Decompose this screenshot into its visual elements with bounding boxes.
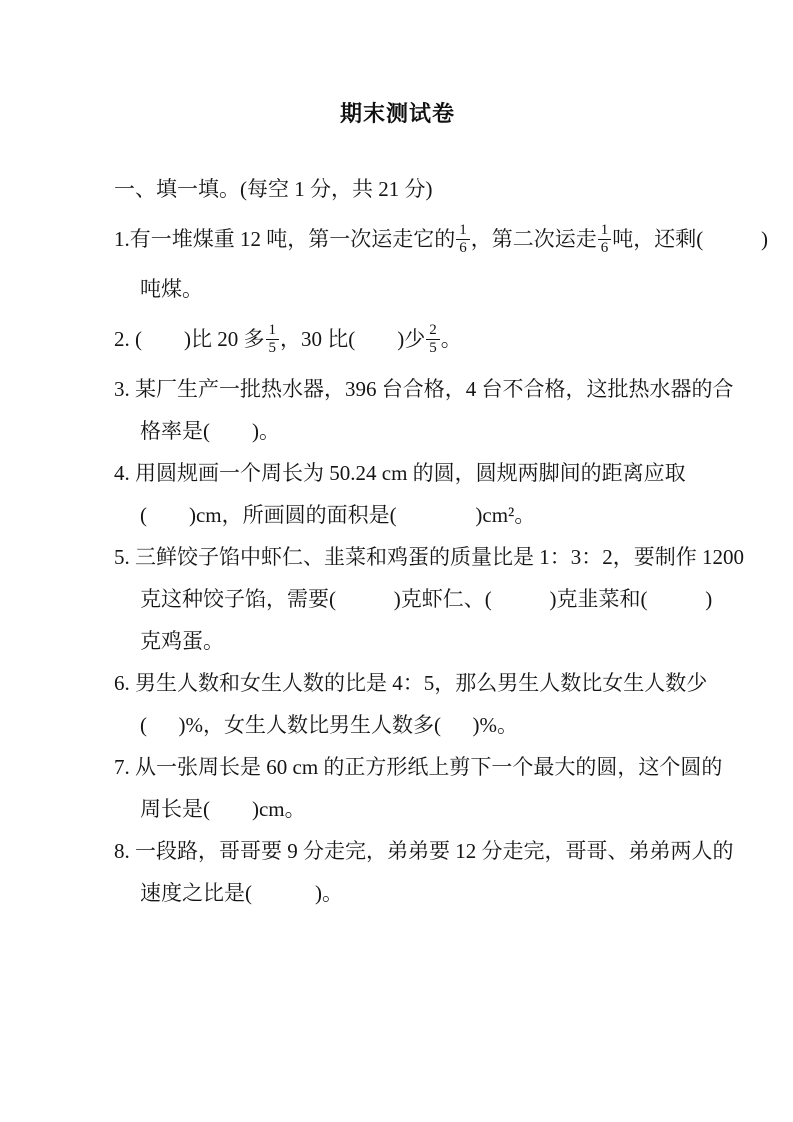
text-run: 7. 从一张周长是 60 cm 的正方形纸上剪下一个最大的圆，这个圆的 [114, 755, 723, 779]
text-run: 。 [440, 327, 462, 351]
fraction-numerator: 2 [426, 322, 440, 340]
question-2 [114, 310, 681, 368]
question-8-line [114, 872, 681, 914]
fraction-denominator: 5 [268, 339, 276, 356]
fraction [456, 222, 470, 257]
text-run: ，30 比( )少 [280, 327, 426, 351]
text-run: 克鸡蛋。 [140, 629, 224, 653]
text-run: 3. 某厂生产一批热水器，396 台合格，4 台不合格，这批热水器的合 [114, 377, 734, 401]
text-run: ( )cm，所画圆的面积是( )cm²。 [140, 503, 536, 527]
fraction-denominator: 6 [600, 239, 609, 256]
question-4-line [114, 494, 681, 536]
question-6-line [114, 704, 681, 746]
question-7-line [114, 746, 723, 788]
question-2-line [114, 310, 681, 368]
question-7-line [114, 788, 681, 830]
question-4 [114, 452, 686, 536]
fraction [598, 222, 612, 257]
fraction-numerator: 1 [266, 322, 280, 340]
page-title: 期末测试卷 [339, 101, 455, 126]
question-5-line [114, 578, 713, 620]
text-run: 6. 男生人数和女生人数的比是 4：5，那么男生人数比女生人数少 [114, 671, 708, 695]
question-3-line [114, 368, 734, 410]
question-1-line [114, 210, 768, 268]
question-6 [114, 662, 708, 746]
text-run: 1.有一堆煤重 12 吨，第一次运走它的 [114, 227, 456, 251]
text-run: 5. 三鲜饺子馅中虾仁、韭菜和鸡蛋的质量比是 1：3：2，要制作 1200 [114, 545, 744, 569]
text-run: 速度之比是( )。 [140, 881, 343, 905]
question-5 [114, 536, 744, 662]
fraction [426, 322, 440, 357]
text-run: 周长是( )cm。 [140, 797, 306, 821]
fraction-numerator: 1 [456, 222, 470, 240]
question-3-line [114, 410, 681, 452]
text-run: ，第二次运走 [470, 227, 597, 251]
fraction-denominator: 5 [429, 339, 437, 356]
text-run: 吨煤。 [140, 277, 203, 301]
fraction-numerator: 1 [598, 222, 612, 240]
question-8 [114, 830, 734, 914]
fraction [266, 322, 280, 357]
fraction-denominator: 6 [459, 239, 467, 256]
question-8-line [114, 830, 734, 872]
question-1-line [114, 268, 681, 310]
question-3 [114, 368, 734, 452]
question-6-line [114, 662, 708, 704]
question-7 [114, 746, 723, 830]
question-5-line [114, 536, 744, 578]
text-run: 克这种饺子馅，需要( )克虾仁、( )克韭菜和( ) [140, 587, 713, 611]
text-run: ( )%，女生人数比男生人数多( )%。 [140, 713, 518, 737]
section-header: 一、填一填。(每空 1 分，共 21 分) [114, 177, 433, 201]
question-4-line [114, 452, 686, 494]
text-run: 8. 一段路，哥哥要 9 分走完，弟弟要 12 分走完，哥哥、弟弟两人的 [114, 839, 734, 863]
text-run: 格率是( )。 [140, 419, 280, 443]
question-1 [114, 210, 768, 310]
question-list [114, 210, 768, 914]
question-5-line [114, 620, 681, 662]
text-run: 4. 用圆规画一个周长为 50.24 cm 的圆，圆规两脚间的距离应取 [114, 461, 686, 485]
text-run: 2. ( )比 20 多 [114, 327, 265, 351]
text-run: 吨，还剩( ) [612, 227, 768, 251]
